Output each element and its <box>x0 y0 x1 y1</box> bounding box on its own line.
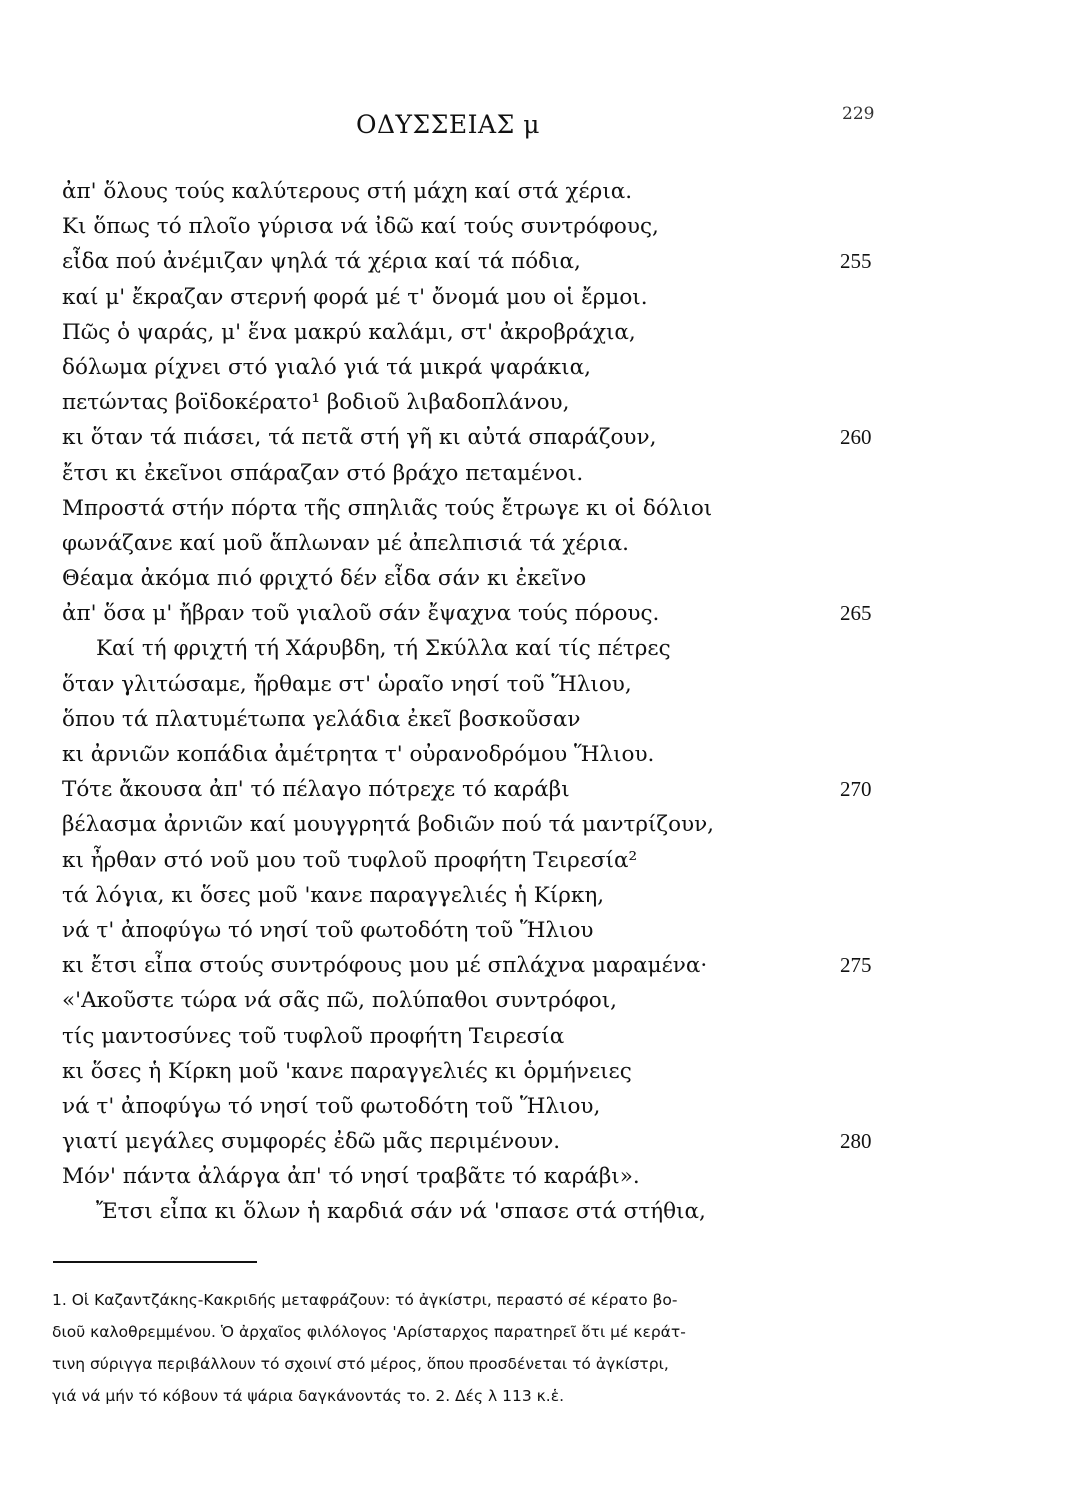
verse-text: Θέαμα ἀκόμα πιό φριχτό δέν εἶδα σάν κι ἐκεῖνο <box>62 566 587 592</box>
verse-text: Κι ὅπως τό πλοῖο γύρισα νά ἰδῶ καί τούς συντρόφους, <box>62 214 659 240</box>
verse-line <box>0 315 1085 350</box>
verse-line <box>0 913 1085 948</box>
verse-text: γιατί μεγάλες συμφορές ἐδῶ μᾶς περιμένουν. <box>62 1129 561 1155</box>
verse-text: Καί τή φριχτή τή Χάρυβδη, τή Σκύλλα καί τίς πέτρες <box>96 636 671 662</box>
verse-text: κι ἦρθαν στό νοῦ μου τοῦ τυφλοῦ προφήτη Τειρεσία² <box>62 847 638 873</box>
verse-text: «'Ακοῦστε τώρα νά σᾶς πῶ, πολύπαθοι συντρόφοι, <box>62 988 617 1014</box>
verse-text: Πῶς ὁ ψαράς, μ' ἕνα μακρύ καλάμι, στ' ἀκροβράχια, <box>62 319 636 345</box>
verse-line <box>0 244 1085 279</box>
verse-line <box>0 280 1085 315</box>
page-title: ΟΔΥΣΣΕΙΑΣ μ <box>356 110 540 139</box>
verse-text: νά τ' ἀποφύγω τό νησί τοῦ φωτοδότη τοῦ Ἥλιου, <box>62 1093 601 1119</box>
verse-line <box>0 843 1085 878</box>
verse-text: φωνάζανε καί μοῦ ἅπλωναν μέ ἀπελπισιά τά χέρια. <box>62 530 629 556</box>
verse-text: Μόν' πάντα ἀλάργα ἀπ' τό νησί τραβᾶτε τό καράβι». <box>62 1164 640 1190</box>
verse-line <box>0 667 1085 702</box>
footnote-line: 1. Οἱ Καζαντζάκης-Κακριδής μεταφράζουν: τό ἀγκίστρι, περαστό σέ κέρατο βο- <box>52 1291 678 1309</box>
verse-text: κι ἔτσι εἶπα στούς συντρόφους μου μέ σπλάχνα μαραμένα· <box>62 953 708 979</box>
verse-line <box>0 807 1085 842</box>
verse-line <box>0 596 1085 631</box>
footnote-line: διοῦ καλοθρεμμένου. Ὁ ἀρχαῖος φιλόλογος 'Αρίσταρχος παρατηρεῖ ὅτι μέ κεράτ- <box>52 1323 686 1341</box>
verse-text: κι ὅταν τά πιάσει, τά πετᾶ στή γῆ κι αὐτά σπαράζουν, <box>62 425 657 451</box>
verse-text: ἀπ' ὅσα μ' ἤβραν τοῦ γιαλοῦ σάν ἔψαχνα τούς πόρους. <box>62 601 660 627</box>
verse-line <box>0 1054 1085 1089</box>
verse-line <box>0 1089 1085 1124</box>
verse-line <box>0 456 1085 491</box>
verse-line <box>0 385 1085 420</box>
verse-text: ὅταν γλιτώσαμε, ἤρθαμε στ' ὡραῖο νησί τοῦ Ἥλιου, <box>62 671 632 697</box>
verse-text: κι ὅσες ἡ Κίρκη μοῦ 'κανε παραγγελιές κι ὁρμήνειες <box>62 1058 632 1084</box>
verse-text: Μπροστά στήν πόρτα τῆς σπηλιᾶς τούς ἔτρωγε κι οἱ δόλιοι <box>62 495 713 521</box>
verse-line <box>0 174 1085 209</box>
line-number: 270 <box>840 777 872 802</box>
footnote-divider <box>53 1261 257 1263</box>
verse-text: Τότε ἄκουσα ἀπ' τό πέλαγο πότρεχε τό καράβι <box>62 777 570 803</box>
footnote-line: γιά νά μήν τό κόβουν τά ψάρια δαγκάνοντάς το. 2. Δές λ 113 κ.ἑ. <box>52 1387 565 1405</box>
verse-line <box>0 702 1085 737</box>
verse-line <box>0 1159 1085 1194</box>
verse-line <box>0 209 1085 244</box>
verse-text: τά λόγια, κι ὅσες μοῦ 'κανε παραγγελιές ἡ Κίρκη, <box>62 882 605 908</box>
verse-line <box>0 420 1085 455</box>
verse-line <box>0 983 1085 1018</box>
verse-text: ὅπου τά πλατυμέτωπα γελάδια ἐκεῖ βοσκοῦσαν <box>62 706 581 732</box>
verse-text: καί μ' ἔκραζαν στερνή φορά μέ τ' ὄνομά μου οἱ ἔρμοι. <box>62 284 648 310</box>
verse-line <box>0 526 1085 561</box>
footnotes <box>52 1284 892 1412</box>
line-number: 255 <box>840 249 872 274</box>
verse-line <box>0 878 1085 913</box>
verse-line <box>0 772 1085 807</box>
verse-text: ἔτσι κι ἐκεῖνοι σπάραζαν στό βράχο πεταμένοι. <box>62 460 584 486</box>
verse-text: δόλωμα ρίχνει στό γιαλό γιά τά μικρά ψαράκια, <box>62 354 591 380</box>
verse-line <box>0 491 1085 526</box>
verse-line <box>0 561 1085 596</box>
verse-line <box>0 1019 1085 1054</box>
verse-line <box>0 737 1085 772</box>
verse-text: τίς μαντοσύνες τοῦ τυφλοῦ προφήτη Τειρεσία <box>62 1023 565 1049</box>
verse-text: ἀπ' ὅλους τούς καλύτερους στή μάχη καί στά χέρια. <box>62 179 633 204</box>
footnote-line: τινη σύριγγα περιβάλλουν τό σχοινί στό μέρος, ὅπου προσδένεται τό ἀγκίστρι, <box>52 1355 669 1373</box>
verse-line <box>0 1194 1085 1229</box>
page-number: 229 <box>842 104 875 124</box>
line-number: 265 <box>840 601 872 626</box>
verse-line <box>0 1124 1085 1159</box>
verse-line <box>0 350 1085 385</box>
verse-text: νά τ' ἀποφύγω τό νησί τοῦ φωτοδότη τοῦ Ἥλιου <box>62 917 594 943</box>
verse-text: πετώντας βοϊδοκέρατο¹ βοδιοῦ λιβαδοπλάνου, <box>62 390 570 416</box>
verse-text: κι ἀρνιῶν κοπάδια ἀμέτρητα τ' οὐρανοδρόμου Ἥλιου. <box>62 742 655 767</box>
verse-line <box>0 948 1085 983</box>
verse-text: Ἔτσι εἶπα κι ὅλων ἡ καρδιά σάν νά 'σπασε στά στήθια, <box>96 1199 706 1225</box>
line-number: 275 <box>840 953 872 978</box>
verse-block <box>0 174 1085 1230</box>
line-number: 280 <box>840 1129 872 1154</box>
verse-text: βέλασμα ἀρνιῶν καί μουγγρητά βοδιῶν πού τά μαντρίζουν, <box>62 812 714 838</box>
verse-line <box>0 631 1085 666</box>
verse-text: εἶδα πού ἀνέμιζαν ψηλά τά χέρια καί τά πόδια, <box>62 249 581 275</box>
line-number: 260 <box>840 425 872 450</box>
